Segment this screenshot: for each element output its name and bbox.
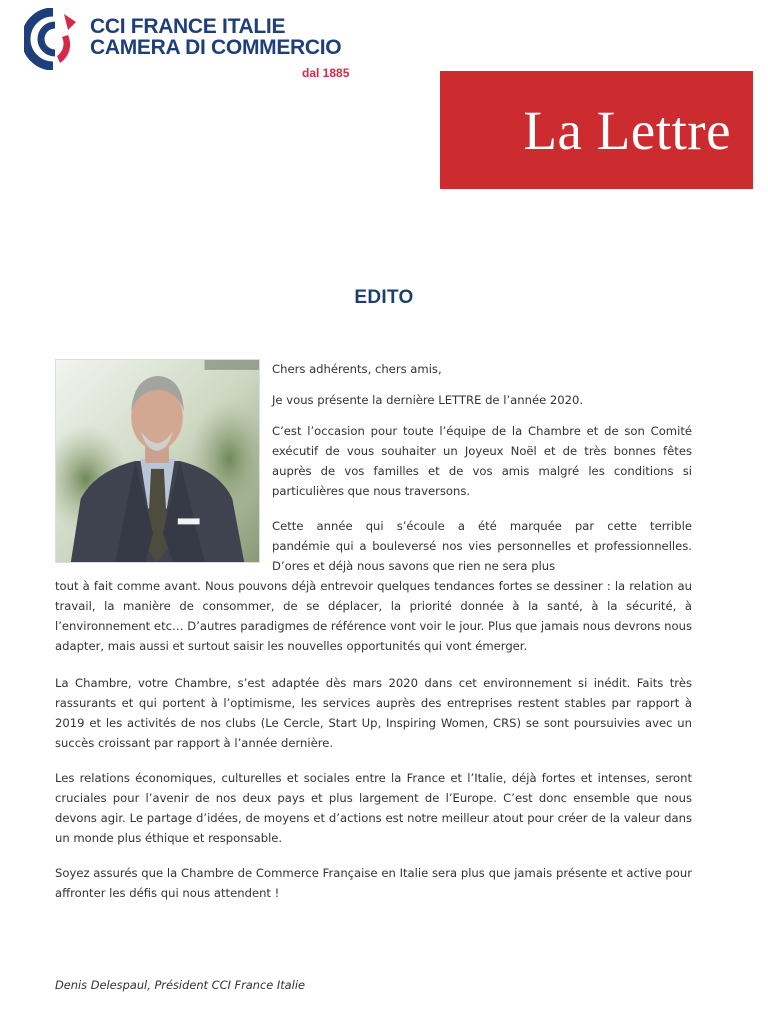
president-photo — [55, 359, 260, 563]
la-lettre-banner — [440, 71, 753, 189]
paragraph-wishes: C’est l’occasion pour toute l’équipe de la Chambre et de son Comité exécutif de vous souhaiter un Joyeux Noël et de très bonnes fêtes auprès de vos familles et de vos amis malgré les conditions si particulières que nous traversons. — [272, 424, 692, 498]
cci-logo — [24, 8, 364, 83]
paragraph-pandemic-rest: tout à fait comme avant. Nous pouvons déjà entrevoir quelques tendances fortes se dessiner : la relation au travail, la manière de consommer, de se déplacer, la priorité donnée à la santé, à la sécurité, à l’environnement etc… D’autres paradigmes de référence vont voir le jour. Plus que jamais nous devrons nous adapter, mais aussi et surtout saisir les nouvelles opportunités qui vont émerger. — [55, 579, 692, 653]
paragraph-pandemic-line1: Cette année qui s’écoule a été marquée par cette terrible — [272, 519, 692, 533]
paragraph-closing: Soyez assurés que la Chambre de Commerce Française en Italie sera plus que jamais présente et active pour affronter les défis qui nous attendent ! — [55, 866, 692, 900]
signature: Denis Delespaul, Président CCI France Italie — [55, 978, 305, 992]
cci-logo-icon — [24, 8, 82, 70]
section-heading: EDITO — [354, 287, 414, 308]
portrait-photo-icon — [56, 360, 259, 562]
paragraph-chambre: La Chambre, votre Chambre, s’est adaptée dès mars 2020 dans cet environnement si inédit. Faits très rassurants et qui portent à l’optimisme, les services auprès des entreprises restent stables par rapport à 2019 et les activités de nos clubs (Le Cercle, Start Up, Inspiring Women, CRS) se sont poursuivies avec un succès croissant par rapport à l’année dernière. — [55, 676, 692, 750]
logo-since: dal 1885 — [302, 66, 350, 80]
logo-title-line1: CCI FRANCE ITALIE — [90, 15, 286, 38]
logo-title-line2: CAMERA DI COMMERCIO — [90, 36, 342, 59]
paragraph-pandemic-line2: pandémie qui a bouleversé nos vies personnelles et professionnelles. D’ores et déjà nous savons que rien ne sera plus — [272, 539, 692, 573]
paragraph-relations: Les relations économiques, culturelles et sociales entre la France et l’Italie, déjà fortes et intenses, seront cruciales pour l’avenir de nos deux pays et plus largement de l’Europe. C’est donc ensemble que nous devons agir. Le partage d’idées, de moyens et d’actions est notre meilleur atout pour créer de la valeur dans un monde plus éthique et responsable. — [55, 771, 692, 845]
intro-paragraph: Je vous présente la dernière LETTRE de l’année 2020. — [272, 393, 584, 407]
greeting: Chers adhérents, chers amis, — [272, 362, 442, 376]
banner-title: La Lettre — [523, 99, 731, 161]
